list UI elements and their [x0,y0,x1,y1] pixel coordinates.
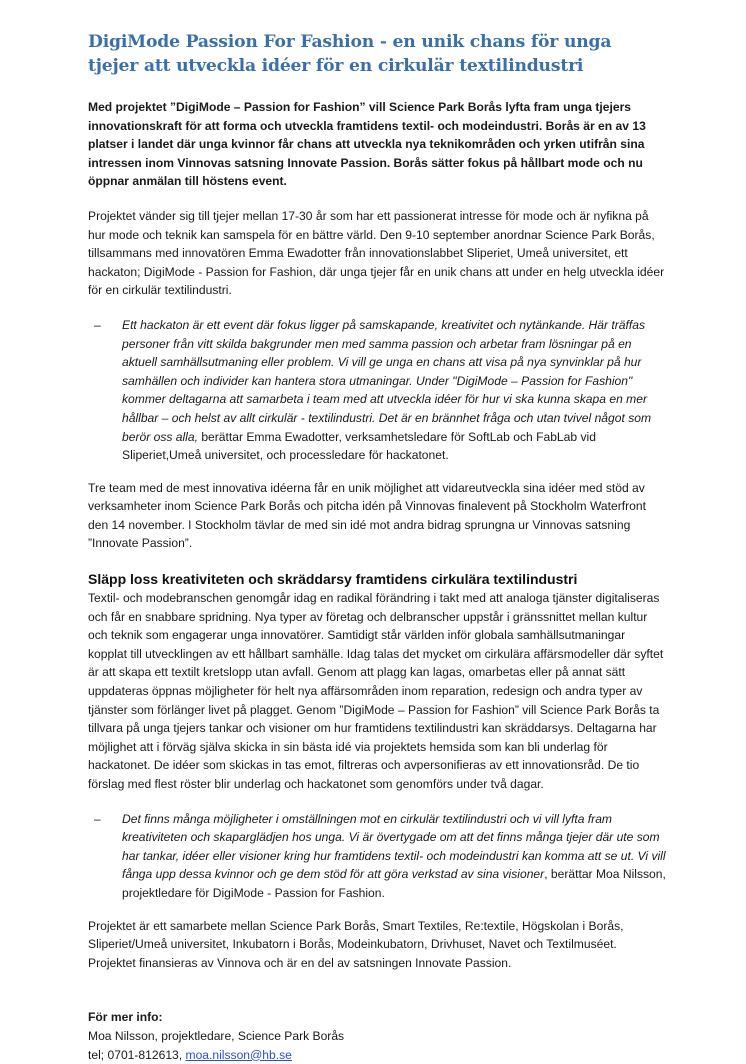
quote-block-nilsson [88,810,666,903]
quote-italic: Det finns många möjligheter i omställningen mot en cirkulär textilindustri och vi vill lyfta fram kreativiteten och skaparglädjen hos unga. Vi är övertygade om att det finns många tjejer där ute som har tankar, idéer eller visioner kring hur framtidens textil- och modeindustri kan komma att se ut. Vi vill fånga upp dessa kvinnor och ge dem stöd för att göra verkstad av sina visioner [122,811,666,882]
quote-italic: Ett hackaton är ett event där fokus ligger på samskapande, kreativitet och nytänkande. Här träffas personer från vitt skilda bakgrunder men med samma passion och arbetar fram lösningar på en aktuell samhällsutmaning eller problem. Vi vill ge unga en chans att visa på nya synvinklar på hur samhällen och individer kan hantera stora utmaningar. Under "DigiMode – Passion for Fashion" kommer deltagarna att samarbeta i team med att utveckla idéer för hur vi ska kunna skapa en mer hållbar – och helst av allt cirkulär - textilindustri. Det är en brännhet fråga och utan tvivel något som berör oss alla, [122,317,652,444]
paragraph-partners: Projektet är ett samarbete mellan Science Park Borås, Smart Textiles, Re:textile, Högskolan i Borås, Sliperiet/Umeå universitet, Inkubatorn i Borås, Modeinkubatorn, Drivhuset, Navet och Textilmuséet. Projektet finansieras av Vinnova och är en del av satsningen Innovate Passion. [88,918,624,970]
quote-block-ewadotter [88,316,666,465]
quote-attribution: , berättar Moa Nilsson, projektledare för DigiMode - Passion for Fashion. [122,867,666,900]
quote-text [122,810,666,903]
quote-dash: – [94,317,101,332]
contact-name: Moa Nilsson, projektledare, Science Park Borås [88,1028,345,1043]
quote-text [122,316,666,465]
contact-line [88,1046,666,1064]
document-page [88,30,666,1064]
quote-attribution: berättar Emma Ewadotter, verksamhetsledare för SoftLab och FabLab vid Sliperiet,Umeå universitet, och processledare för hackatonet. [122,429,596,463]
document-title: DigiMode Passion For Fashion - en unik chans för unga tjejer att utveckla idéer för en cirkulär textilindustri [88,32,612,76]
paragraph-intro: Projektet vänder sig till tjejer mellan 17-30 år som har ett passionerat intresse för mode och är nyfikna på hur mode och teknik kan samspela för en bättre värld. Den 9-10 september anordnar Science Park Borås, tillsammans med innovatören Emma Ewadotter från innovationslabbet Sliperiet, Umeå universitet, ett hackaton; DigiMode - Passion for Fashion, där unga tjejer får en unik chans att under en helg utveckla idéer för en cirkulär textilindustri. [88,208,665,298]
contact-phone: tel; 0701-812613, [88,1047,186,1062]
quote-dash: – [94,811,101,826]
contact-label: För mer info: [88,1010,163,1025]
paragraph-teams: Tre team med de mest innovativa idéerna får en unik möjlighet att vidareutveckla sina idéer med stöd av verksamheter inom Science Park Borås och pitcha idén på Vinnovas finalevent på Stockholm Waterfront den 14 november. I Stockholm tävlar de med sin idé mot andra bidrag sprungna ur Vinnovas satsning ”Innovate Passion”. [88,480,646,551]
paragraph-industry: Textil- och modebranschen genomgår idag en radikal förändring i takt med att analoga tjänster digitaliseras och får en snabbare spridning. Nya typer av företag och delbranscher uppstår i gränssnittet mellan kultur och teknik som engagerar unga innovatörer. Samtidigt står världen inför globala samhällsutmaningar kopplat till utvecklingen av ett hållbart samhälle. Idag talas det mycket om cirkulära affärsmodeller där syftet är att skapa ett textilt kretslopp utan avfall. Genom att plagg kan lagas, omarbetas eller på annat sätt uppdateras öppnas möjligheter för helt nya affärsområden inom reparation, redesign och andra typer av tjänster som förlänger livet på plagget. Genom ”DigiMode – Passion for Fashion” vill Science Park Borås ta tillvara på unga tjejers tankar och visioner om hur framtidens textilindustri kan skräddarsys. Deltagarna har möjlighet att i förväg själva skicka in sin bästa idé via projektets hemsida som kan bli underlag för hackatonet. De idéer som skickas in tas emot, filtreras och avpersonifieras av ett innovationsråd. De tio förslag med flest röster blir underlag och hackatonet som genomförs under två dagar. [88,591,664,791]
lead-paragraph: Med projektet ”DigiMode – Passion for Fashion” vill Science Park Borås lyfta fram unga tjejers innovationskraft för att forma och utveckla framtidens textil- och modeindustri. Borås är en av 13 platser i landet där unga kvinnor får chans att utveckla nya teknikområden och yrken utifrån sina intressen inom Vinnovas satsning Innovate Passion. Borås sätter fokus på hållbart mode och nu öppnar anmälan till höstens event. [88,100,646,189]
contact-email-link[interactable]: moa.nilsson@hb.se [185,1047,292,1062]
section-heading: Släpp loss kreativiteten och skräddarsy framtidens cirkulära textilindustri [88,571,578,588]
